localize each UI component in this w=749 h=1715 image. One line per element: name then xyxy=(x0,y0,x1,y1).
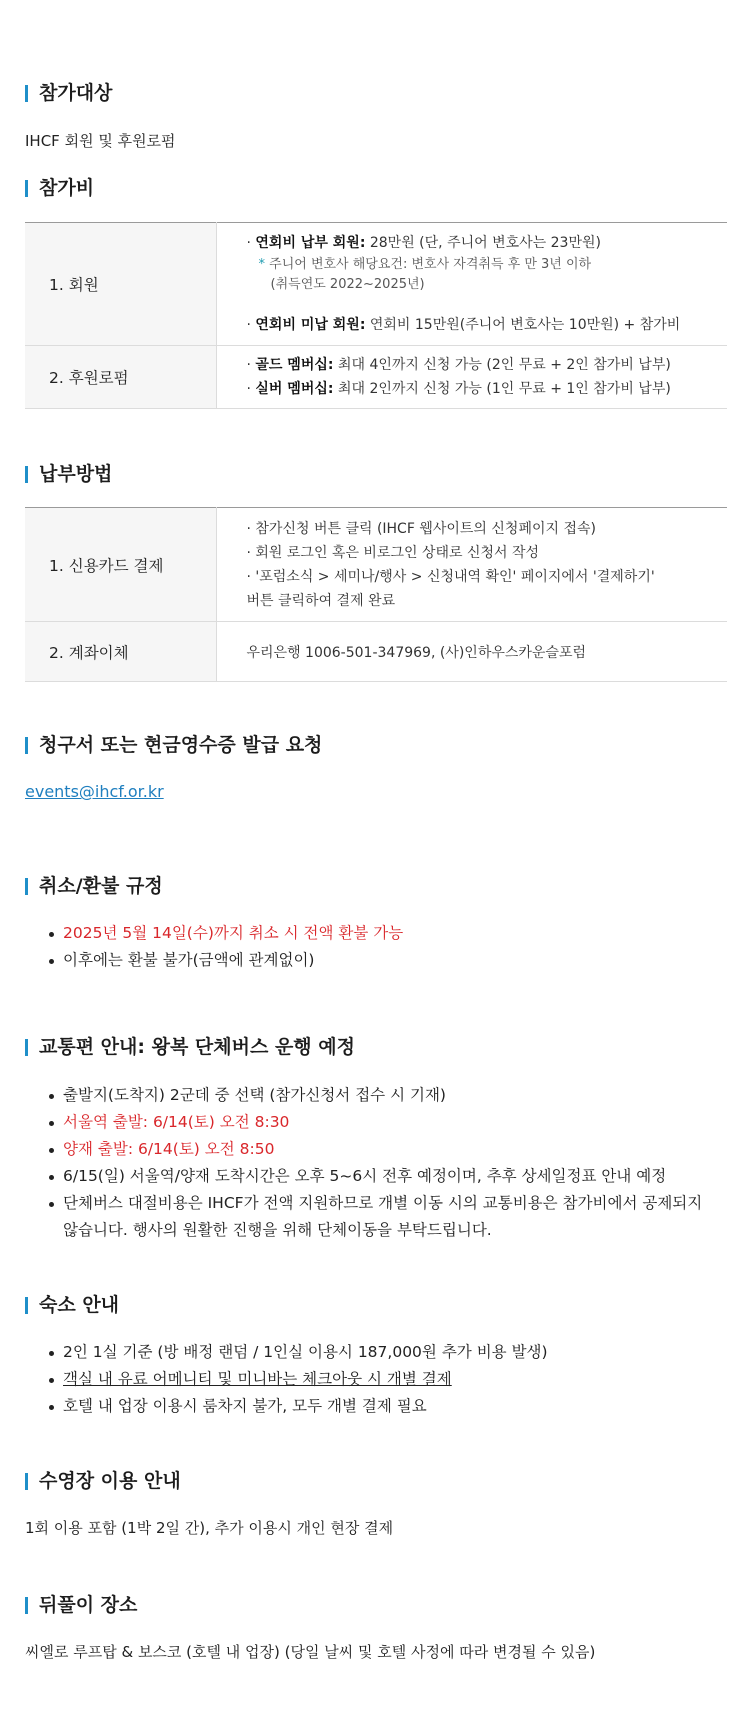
payment-row-content xyxy=(216,508,727,622)
payment-row-label: 1. 신용카드 결제 xyxy=(25,508,216,622)
list-item: 출발지(도착지) 2군데 중 선택 (참가신청서 접수 시 기재) xyxy=(25,1082,705,1109)
fee-unpaid-line: · 연회비 미납 회원: 연회비 15만원(주니어 변호사는 10만원) + 참가비 xyxy=(246,317,681,333)
pool-text: 1회 이용 포함 (1박 2일 간), 추가 이용시 개인 현장 결제 xyxy=(25,1519,394,1537)
payment-card-step: · 참가신청 버튼 클릭 (IHCF 웹사이트의 신청페이지 접속) xyxy=(246,520,596,537)
section-title-payment: 납부방법 xyxy=(25,462,112,486)
fee-row-label: 2. 후원로펌 xyxy=(25,346,216,409)
list-item: 양재 출발: 6/14(토) 오전 8:50 xyxy=(25,1136,705,1163)
fee-row-label: 1. 회원 xyxy=(25,223,216,346)
section-title-refund: 취소/환불 규정 xyxy=(25,874,163,898)
list-item xyxy=(25,1366,548,1393)
note-line1: 주니어 변호사 해당요건: 변호사 자격취득 후 만 3년 이하 xyxy=(265,257,592,272)
fee-junior-note xyxy=(247,255,728,275)
fee-unpaid-label: 연회비 미납 회원: xyxy=(255,317,366,333)
refund-list xyxy=(25,920,403,974)
section-title-afterparty: 뒤풀이 장소 xyxy=(25,1593,137,1617)
transport-list xyxy=(25,1082,705,1244)
email-link[interactable]: events@ihcf.or.kr xyxy=(25,782,164,801)
fee-unpaid-text: 연회비 15만원(주니어 변호사는 10만원) + 참가비 xyxy=(365,317,681,333)
fee-junior-note-years: (취득연도 2022~2025년) xyxy=(270,277,425,292)
silver-text: 최대 2인까지 신청 가능 (1인 무료 + 1인 참가비 납부) xyxy=(333,381,671,397)
section-title-participants: 참가대상 xyxy=(25,81,112,105)
fee-silver-line: · 실버 멤버십: 최대 2인까지 신청 가능 (1인 무료 + 1인 참가비 납부) xyxy=(246,381,671,397)
bank-account-text: 우리은행 1006-501-347969, (사)인하우스카운슬포럼 xyxy=(216,622,727,682)
list-item: 6/15(일) 서울역/양재 도착시간은 오후 5~6시 전후 예정이며, 추후 상세일정표 안내 예정 xyxy=(25,1163,705,1190)
participants-text: IHCF 회원 및 후원로펌 xyxy=(25,132,176,150)
section-title-lodging: 숙소 안내 xyxy=(25,1293,119,1317)
payment-row-label: 2. 계좌이체 xyxy=(25,622,216,682)
payment-card-step: 버튼 클릭하여 결제 완료 xyxy=(246,592,396,609)
section-title-invoice: 청구서 또는 현금영수증 발급 요청 xyxy=(25,733,322,757)
list-item: 이후에는 환불 불가(금액에 관계없이) xyxy=(25,947,403,974)
list-item: 호텔 내 업장 이용시 룸차지 불가, 모두 개별 결제 필요 xyxy=(25,1393,548,1420)
list-item-text: 객실 내 유료 어메니티 및 미니바는 체크아웃 시 개별 결제 xyxy=(63,1370,452,1388)
fee-paid-text: 28만원 (단, 주니어 변호사는 23만원) xyxy=(365,235,601,251)
list-item: 2인 1실 기준 (방 배정 랜덤 / 1인실 이용시 187,000원 추가 비용 발생) xyxy=(25,1339,548,1366)
list-item: 2025년 5월 14일(수)까지 취소 시 전액 환불 가능 xyxy=(25,920,403,947)
payment-card-step: · '포럼소식 > 세미나/행사 > 신청내역 확인' 페이지에서 '결제하기' xyxy=(246,568,655,585)
fee-table xyxy=(25,222,727,409)
payment-row-card xyxy=(25,508,727,622)
payment-table xyxy=(25,507,727,682)
fee-row-content xyxy=(216,223,727,346)
section-title-pool: 수영장 이용 안내 xyxy=(25,1469,181,1493)
payment-card-step: · 회원 로그인 혹은 비로그인 상태로 신청서 작성 xyxy=(246,544,540,561)
note-asterisk: * xyxy=(258,257,265,272)
list-item: 단체버스 대절비용은 IHCF가 전액 지원하므로 개별 이동 시의 교통비용은 참가비에서 공제되지 않습니다. 행사의 원활한 진행을 위해 단체이동을 부탁드립니다. xyxy=(25,1190,705,1244)
silver-label: 실버 멤버십: xyxy=(255,381,334,397)
lodging-list xyxy=(25,1339,548,1420)
fee-paid-label: 연회비 납부 회원: xyxy=(255,235,366,251)
afterparty-text: 씨엘로 루프탑 & 보스코 (호텔 내 업장) (당일 날씨 및 호텔 사정에 따라 변경될 수 있음) xyxy=(25,1643,596,1661)
fee-gold-line: · 골드 멤버십: 최대 4인까지 신청 가능 (2인 무료 + 2인 참가비 납부) xyxy=(246,357,671,373)
gold-text: 최대 4인까지 신청 가능 (2인 무료 + 2인 참가비 납부) xyxy=(333,357,671,373)
fee-paid-line: · 연회비 납부 회원: 28만원 (단, 주니어 변호사는 23만원) xyxy=(246,235,601,251)
list-item: 서울역 출발: 6/14(토) 오전 8:30 xyxy=(25,1109,705,1136)
gold-label: 골드 멤버십: xyxy=(255,357,334,373)
fee-row-sponsor xyxy=(25,346,727,409)
section-title-fee: 참가비 xyxy=(25,176,94,200)
fee-row-content xyxy=(216,346,727,409)
fee-row-member xyxy=(25,223,727,346)
section-title-transport: 교통편 안내: 왕복 단체버스 운행 예정 xyxy=(25,1035,355,1059)
payment-row-transfer xyxy=(25,622,727,682)
